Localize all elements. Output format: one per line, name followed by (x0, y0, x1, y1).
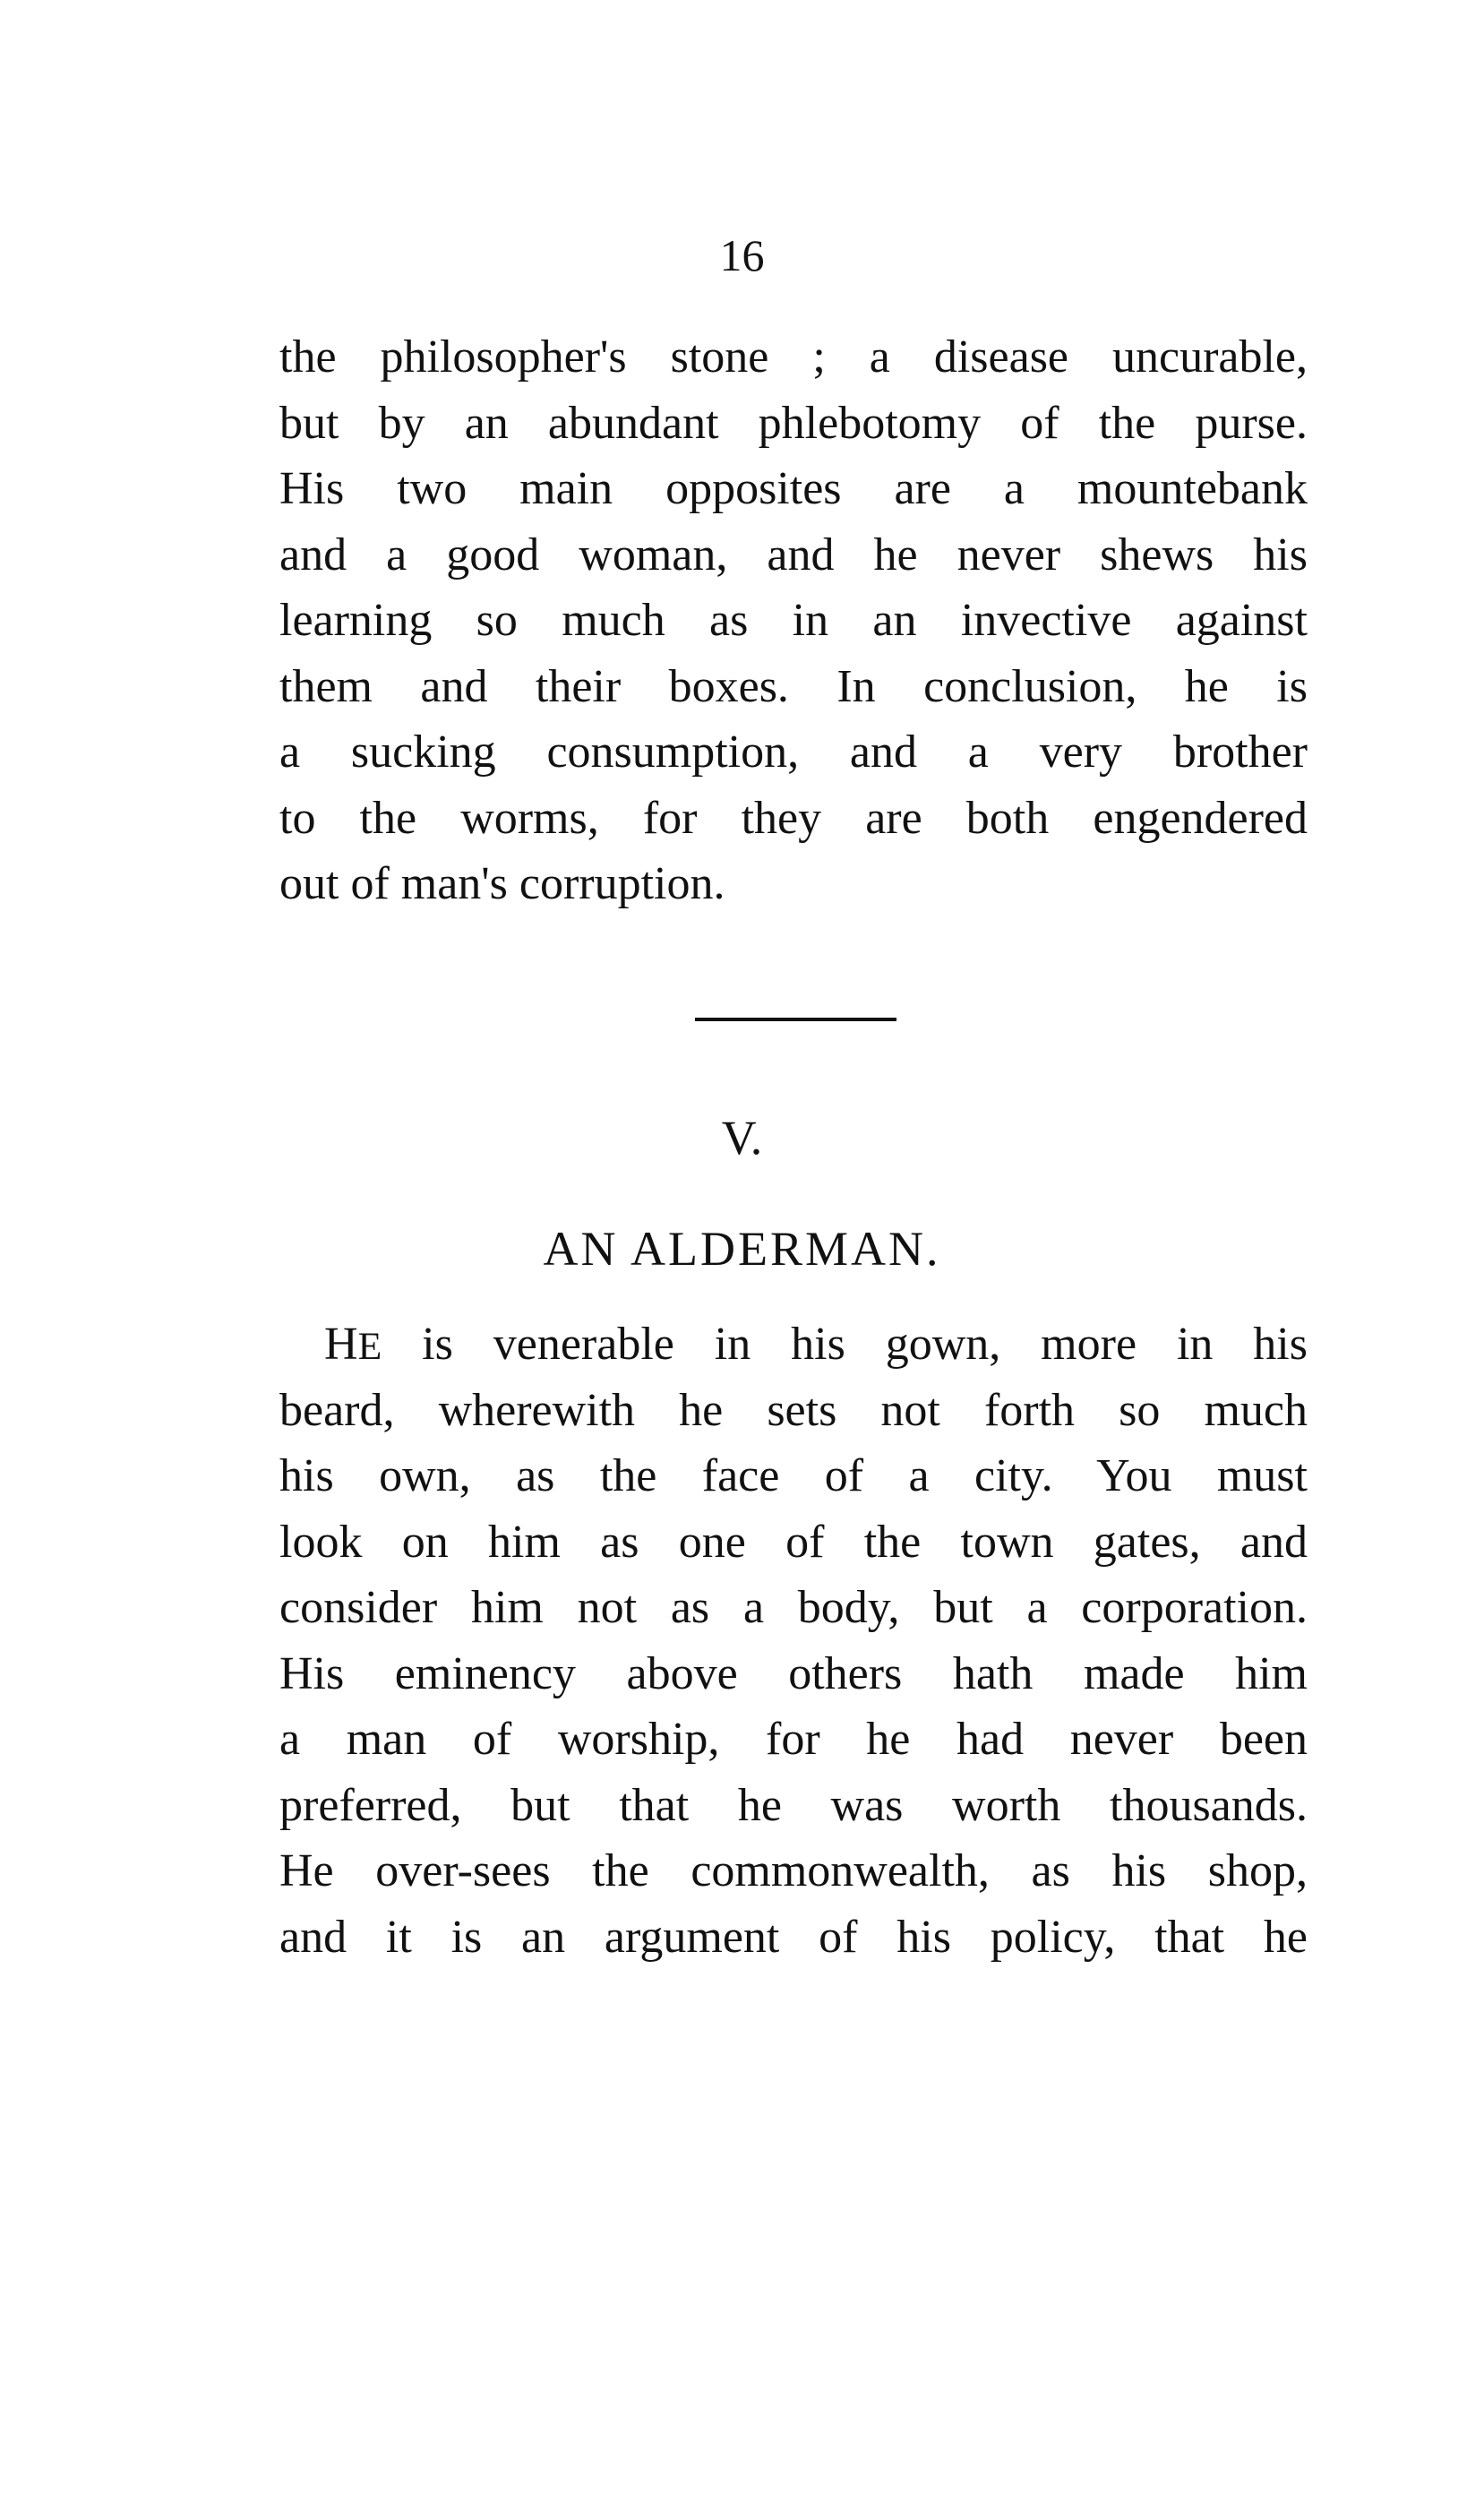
first-line-rest: is venerable in his gown, more in his (382, 1319, 1308, 1370)
section-divider (695, 1018, 896, 1021)
text-line: his own, as the face of a city. You must (279, 1450, 1308, 1501)
text-line: to the worms, for they are both engendered (279, 792, 1308, 844)
initial-letter: H (324, 1319, 358, 1370)
small-caps-letter: E (357, 1325, 382, 1368)
page-number: 16 (719, 230, 765, 280)
section-title: AN ALDERMAN. (543, 1222, 941, 1276)
section-passage (279, 1311, 1308, 1970)
text-line: His eminency above others hath made him (279, 1647, 1308, 1699)
text-line: and it is an argument of his policy, that he (279, 1911, 1308, 1963)
section-numeral: V. (721, 1111, 763, 1165)
text-line: out of man's corruption. (279, 858, 725, 909)
text-line: a sucking consumption, and a very brother (279, 727, 1308, 778)
text-line: beard, wherewith he sets not forth so much (279, 1384, 1308, 1436)
top-passage (279, 324, 1308, 917)
text-line: the philosopher's stone ; a disease uncurable, (279, 331, 1308, 383)
text-line: He over-sees the commonwealth, as his shop, (279, 1845, 1308, 1896)
text-line: and a good woman, and he never shews his (279, 529, 1308, 580)
text-line: His two main opposites are a mountebank (279, 463, 1308, 514)
text-line-first (279, 1311, 1308, 1378)
text-line: a man of worship, for he had never been (279, 1714, 1308, 1765)
text-line: preferred, but that he was worth thousands. (279, 1779, 1308, 1831)
text-line: consider him not as a body, but a corporation. (279, 1582, 1308, 1633)
text-line: look on him as one of the town gates, and (279, 1516, 1308, 1568)
text-line: learning so much as in an invective against (279, 595, 1308, 646)
text-line: them and their boxes. In conclusion, he is (279, 660, 1308, 712)
text-line: but by an abundant phlebotomy of the purse. (279, 397, 1308, 449)
